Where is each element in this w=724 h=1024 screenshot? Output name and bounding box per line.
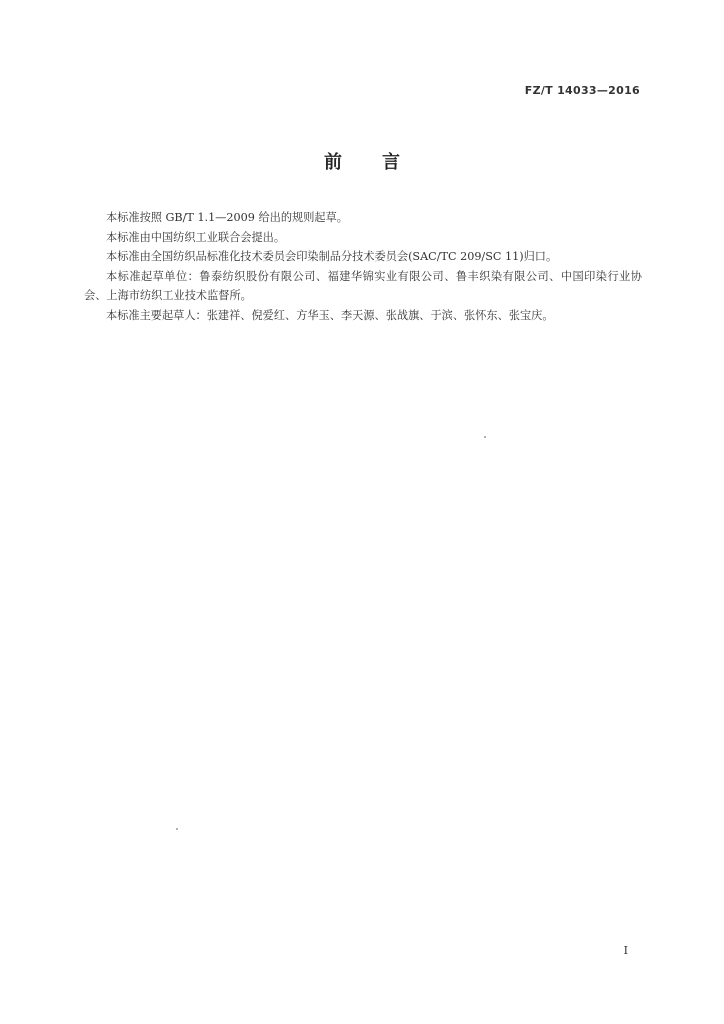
standard-code: FZ/T 14033—2016 bbox=[524, 84, 640, 97]
page-title: 前言 bbox=[324, 152, 440, 173]
scan-speck bbox=[484, 436, 486, 438]
paragraph-drafting-rules: 本标准按照 GB/T 1.1—2009 给出的规则起草。 bbox=[106, 211, 348, 224]
paragraph-drafting-units: 本标准起草单位：鲁泰纺织股份有限公司、福建华锦实业有限公司、鲁丰织染有限公司、中国印染行业协会、上海市纺织工业技术监督所。 bbox=[84, 269, 642, 302]
scan-speck bbox=[176, 828, 178, 830]
paragraph-drafters: 本标准主要起草人：张建祥、倪爱红、方华玉、李天源、张战旗、于滨、张怀东、张宝庆。 bbox=[106, 308, 554, 322]
paragraph-proposer: 本标准由中国纺织工业联合会提出。 bbox=[106, 230, 286, 244]
preface-body bbox=[84, 208, 642, 325]
paragraph-administrator: 本标准由全国纺织品标准化技术委员会印染制品分技术委员会(SAC/TC 209/SC 11)归口。 bbox=[106, 250, 558, 263]
page-number: I bbox=[623, 944, 628, 957]
